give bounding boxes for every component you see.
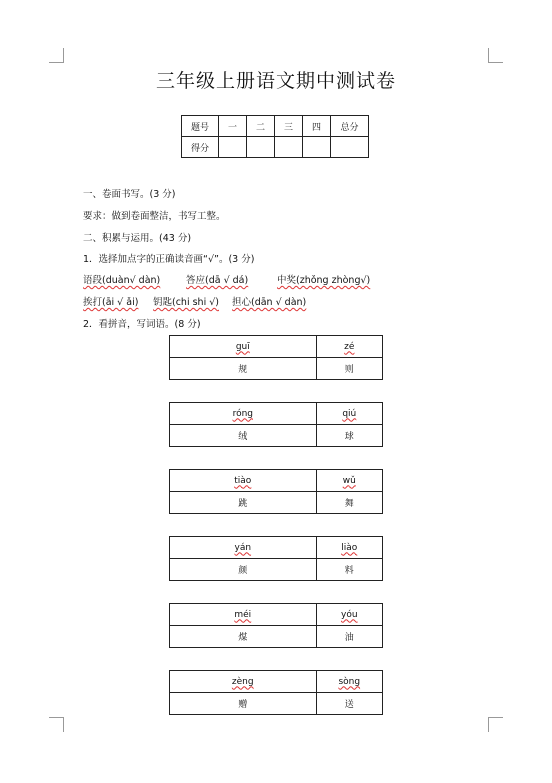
pinyin-cell: yán	[170, 537, 317, 559]
pinyin-cell: tiào	[170, 470, 317, 492]
hanzi-cell[interactable]: 绒	[170, 425, 317, 447]
requirement-text: 要求：做到卷面整洁，书写工整。	[83, 211, 226, 222]
table-row	[170, 559, 383, 581]
question-prompt: 2．看拼音，写词语。(8 分)	[83, 319, 201, 330]
pinyin-cell: róng	[170, 403, 317, 425]
pinyin-cell: liào	[316, 537, 382, 559]
question-prompt: 1．选择加点字的正确读音画“√”。(3 分)	[83, 254, 255, 265]
pinyin-choice[interactable]: 挨打(āi √ ǎi)	[83, 297, 139, 308]
table-row	[170, 626, 383, 648]
word-table	[169, 603, 383, 648]
page-corner-mark	[488, 48, 503, 63]
pinyin-choice[interactable]: 答应(dā √ dá)	[186, 275, 249, 286]
hanzi-cell[interactable]: 球	[316, 425, 382, 447]
hanzi-cell[interactable]: 赠	[170, 693, 317, 715]
pinyin-choice[interactable]: 担心(dān √ dàn)	[232, 297, 307, 308]
table-row	[170, 425, 383, 447]
section-heading: 一、卷面书写。(3 分)	[83, 189, 176, 200]
pinyin-cell: wǔ	[316, 470, 382, 492]
pinyin-choice[interactable]: 中奖(zhǒng zhòng√)	[277, 275, 371, 286]
page-corner-mark	[49, 717, 64, 732]
page-corner-mark	[488, 717, 503, 732]
score-input-cell[interactable]	[219, 137, 247, 158]
hanzi-cell[interactable]: 颜	[170, 559, 317, 581]
hanzi-cell[interactable]: 规	[170, 358, 317, 380]
table-row	[170, 604, 383, 626]
word-table	[169, 670, 383, 715]
score-input-cell[interactable]	[275, 137, 303, 158]
word-table	[169, 536, 383, 581]
pinyin-cell: sòng	[316, 671, 382, 693]
pinyin-choice-row	[83, 272, 370, 286]
pinyin-cell: guī	[170, 336, 317, 358]
page-title: 三年级上册语文期中测试卷	[155, 70, 396, 92]
table-cell: 四	[303, 116, 331, 137]
table-row	[170, 492, 383, 514]
score-input-cell[interactable]	[331, 137, 369, 158]
table-row	[182, 116, 369, 137]
pinyin-cell: yóu	[316, 604, 382, 626]
section-heading: 二、积累与运用。(43 分)	[83, 233, 192, 244]
table-row	[170, 693, 383, 715]
table-row	[170, 537, 383, 559]
pinyin-choice-row	[83, 294, 306, 308]
word-table	[169, 335, 383, 380]
hanzi-cell[interactable]: 煤	[170, 626, 317, 648]
table-row	[170, 358, 383, 380]
pinyin-cell: méi	[170, 604, 317, 626]
table-cell: 总分	[331, 116, 369, 137]
hanzi-cell[interactable]: 则	[316, 358, 382, 380]
word-table	[169, 402, 383, 447]
pinyin-choice[interactable]: 钥匙(chi shi √)	[153, 297, 219, 308]
word-table	[169, 469, 383, 514]
pinyin-cell: qiú	[316, 403, 382, 425]
table-cell: 得分	[182, 137, 219, 158]
page-corner-mark	[49, 48, 64, 63]
hanzi-cell[interactable]: 料	[316, 559, 382, 581]
pinyin-choice[interactable]: 语段(duàn√ dàn)	[83, 275, 161, 286]
pinyin-cell: zé	[316, 336, 382, 358]
table-cell: 三	[275, 116, 303, 137]
table-row	[182, 137, 369, 158]
table-cell: 一	[219, 116, 247, 137]
hanzi-cell[interactable]: 送	[316, 693, 382, 715]
table-row	[170, 336, 383, 358]
table-cell: 二	[247, 116, 275, 137]
score-input-cell[interactable]	[247, 137, 275, 158]
hanzi-cell[interactable]: 跳	[170, 492, 317, 514]
table-row	[170, 671, 383, 693]
table-row	[170, 403, 383, 425]
hanzi-cell[interactable]: 油	[316, 626, 382, 648]
table-cell: 题号	[182, 116, 219, 137]
pinyin-cell: zèng	[170, 671, 317, 693]
score-table	[181, 115, 369, 158]
hanzi-cell[interactable]: 舞	[316, 492, 382, 514]
table-row	[170, 470, 383, 492]
score-input-cell[interactable]	[303, 137, 331, 158]
